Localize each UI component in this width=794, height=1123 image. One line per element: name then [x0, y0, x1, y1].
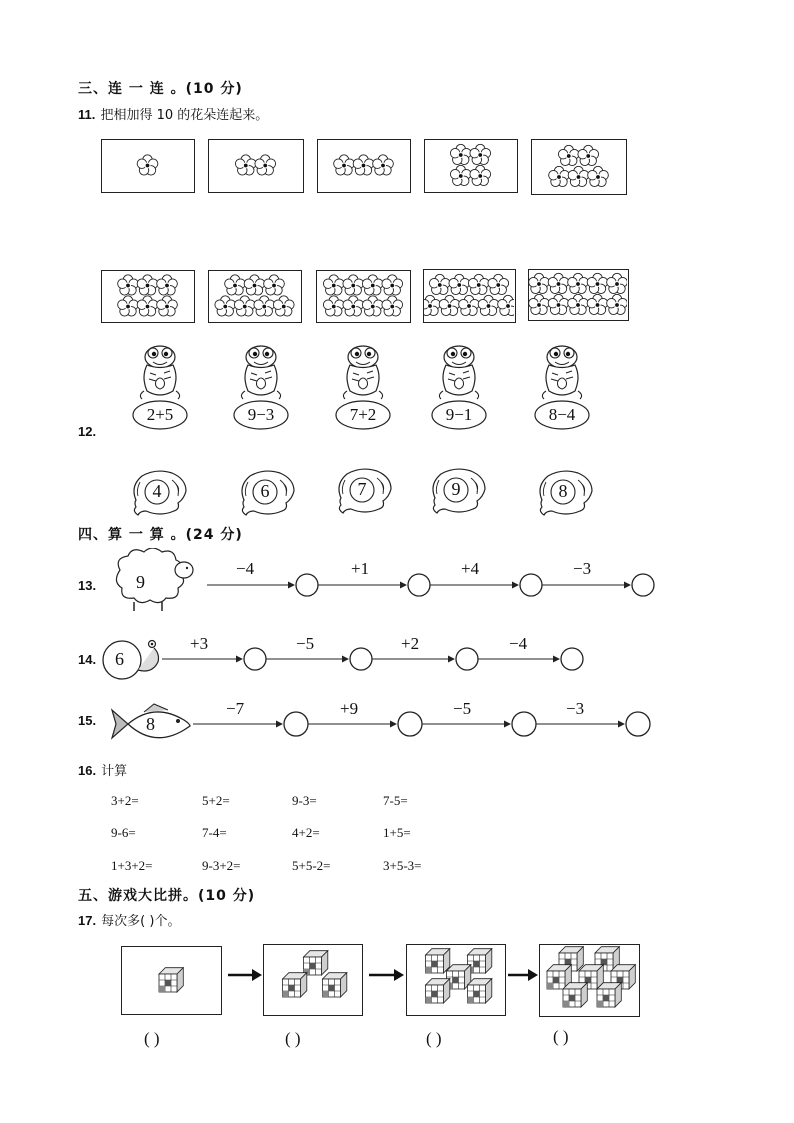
arrow-icon: [193, 721, 283, 728]
op-label: −3: [573, 559, 592, 578]
calc-chain-15: [0, 699, 794, 749]
frog-expression: 7+2: [349, 405, 377, 424]
flower-icon: [578, 145, 599, 165]
lily-leaf-2[interactable]: [236, 470, 298, 516]
op-label: +1: [351, 559, 370, 578]
answer-circle[interactable]: [244, 648, 266, 670]
flower-icon: [468, 274, 489, 294]
question-text: 每次多( )个。: [101, 914, 181, 929]
calc-chain-13: [0, 560, 794, 610]
answer-circle[interactable]: [296, 574, 318, 596]
frog-expression: 9−3: [247, 405, 275, 424]
answer-blank[interactable]: ( ): [426, 1029, 442, 1048]
flower-icon-group: [209, 140, 302, 191]
flower-icon: [429, 274, 450, 294]
arrow-icon: [207, 582, 295, 589]
flower-icon: [568, 273, 589, 293]
op-label: +9: [340, 699, 359, 718]
lily-leaf-3[interactable]: [333, 468, 395, 514]
flower-icon: [587, 294, 608, 314]
leaf-number: 8: [558, 481, 568, 501]
op-label: −3: [566, 699, 585, 718]
answer-blank[interactable]: ( ): [144, 1029, 160, 1048]
flower-box-6[interactable]: [101, 270, 195, 323]
frog-3[interactable]: [333, 343, 393, 433]
frog-expression: 2+5: [146, 405, 174, 424]
question-14-number: 14.: [78, 652, 97, 667]
frog-2[interactable]: [231, 343, 291, 433]
flower-icon: [137, 155, 158, 175]
start-number: 9: [136, 572, 145, 592]
flower-icon-group: [102, 271, 193, 321]
arrow-icon: [266, 656, 349, 663]
flower-icon: [137, 275, 158, 295]
question-text: 把相加得 10 的花朵连起来。: [100, 108, 269, 123]
flower-icon: [568, 294, 589, 314]
flower-icon: [558, 145, 579, 165]
flower-icon: [334, 155, 355, 175]
sequence-arrows: [0, 960, 794, 990]
arrow-icon: [430, 582, 519, 589]
flower-icon: [137, 296, 158, 316]
answer-circle[interactable]: [408, 574, 430, 596]
frog-4[interactable]: [429, 343, 489, 433]
flower-icon: [353, 155, 374, 175]
question-13-number: 13.: [78, 578, 97, 593]
calc-chain-14: [0, 634, 794, 684]
flower-icon: [362, 296, 383, 316]
op-label: +3: [190, 634, 209, 653]
flower-icon-group: [425, 140, 516, 191]
leaf-number: 7: [357, 479, 367, 499]
answer-circle[interactable]: [561, 648, 583, 670]
answer-blank[interactable]: ( ): [285, 1029, 301, 1048]
calc-item[interactable]: 5+5-2=: [292, 858, 331, 873]
flower-icon: [549, 166, 570, 186]
flower-box-7[interactable]: [208, 270, 302, 323]
lily-leaf-5[interactable]: [534, 470, 596, 516]
op-label: +4: [461, 559, 480, 578]
arrow-icon: [308, 721, 397, 728]
flower-box-2[interactable]: [208, 139, 304, 193]
op-label: −7: [226, 699, 245, 718]
flower-icon: [235, 155, 256, 175]
calc-item[interactable]: 5+2=: [202, 793, 230, 808]
calc-item[interactable]: 9-3+2=: [202, 858, 241, 873]
question-number: 17.: [78, 913, 97, 928]
frog-1[interactable]: [130, 343, 190, 433]
flower-icon: [548, 273, 569, 293]
flower-icon: [470, 144, 491, 164]
question-15-number: 15.: [78, 713, 97, 728]
flower-icon: [488, 274, 509, 294]
flower-icon-group: [424, 270, 514, 321]
flower-icon: [450, 144, 471, 164]
arrow-icon: [369, 969, 404, 981]
frog-expression: 9−1: [445, 405, 473, 424]
arrow-icon: [422, 721, 511, 728]
section-3-title: 三、连 一 连 。(10 分): [78, 81, 243, 97]
answer-circle[interactable]: [456, 648, 478, 670]
answer-circle[interactable]: [350, 648, 372, 670]
flower-icon: [118, 275, 139, 295]
op-label: +2: [401, 634, 420, 653]
answer-circle[interactable]: [626, 712, 650, 736]
flower-icon-group: [102, 140, 193, 191]
flower-icon: [323, 275, 344, 295]
leaf-number: 4: [152, 481, 162, 501]
flower-icon: [498, 295, 514, 315]
op-label: −5: [296, 634, 315, 653]
question-11: [78, 104, 268, 123]
flower-box-1[interactable]: [101, 139, 195, 193]
calc-item[interactable]: 3+5-3=: [383, 858, 422, 873]
flower-icon: [225, 275, 246, 295]
arrow-icon: [372, 656, 455, 663]
flower-icon: [215, 296, 236, 316]
flower-icon: [157, 296, 178, 316]
flower-box-5[interactable]: [531, 139, 627, 195]
flower-icon: [382, 296, 403, 316]
calc-item[interactable]: 3+2=: [111, 793, 139, 808]
calc-item[interactable]: 9-3=: [292, 793, 317, 808]
calc-item[interactable]: 1+5=: [383, 825, 411, 840]
flower-icon: [255, 155, 276, 175]
flower-icon: [382, 275, 403, 295]
lily-leaf-4[interactable]: [427, 468, 489, 514]
leaf-number: 6: [260, 481, 270, 501]
flower-icon: [362, 275, 383, 295]
flower-icon-group: [317, 271, 409, 321]
flower-icon: [439, 295, 460, 315]
calc-item[interactable]: 9-6=: [111, 825, 136, 840]
arrow-icon: [542, 582, 631, 589]
flower-icon: [343, 296, 364, 316]
question-12-number: 12.: [78, 424, 97, 439]
arrow-icon: [508, 969, 538, 981]
question-17: [78, 910, 180, 929]
flower-icon: [424, 295, 440, 315]
frog-5[interactable]: [532, 343, 592, 433]
op-label: −4: [236, 559, 255, 578]
answer-circle[interactable]: [398, 712, 422, 736]
leaf-number: 9: [451, 479, 461, 499]
flower-icon: [273, 296, 294, 316]
question-text: 计算: [101, 764, 128, 779]
flower-icon: [529, 273, 549, 293]
frog-expression: 8−4: [548, 405, 576, 424]
lily-leaf-1[interactable]: [128, 470, 190, 516]
flower-icon: [449, 274, 470, 294]
arrow-icon: [536, 721, 625, 728]
flower-box-3[interactable]: [317, 139, 411, 193]
flower-box-9[interactable]: [423, 269, 516, 323]
flower-icon-group: [318, 140, 409, 191]
flower-icon: [118, 296, 139, 316]
question-number: 11.: [78, 107, 96, 122]
calc-item[interactable]: 4+2=: [292, 825, 320, 840]
arrow-icon: [162, 656, 243, 663]
flower-icon: [568, 166, 589, 186]
flower-icon: [234, 296, 255, 316]
flower-icon: [470, 165, 491, 185]
flower-icon: [529, 294, 549, 314]
answer-blank[interactable]: ( ): [553, 1027, 569, 1046]
arrow-icon: [478, 656, 560, 663]
flower-icon-group: [209, 271, 300, 321]
flower-icon: [373, 155, 394, 175]
section-4-title: 四、算 一 算 。(24 分): [78, 527, 243, 543]
arrow-icon: [228, 969, 262, 981]
answer-circle[interactable]: [520, 574, 542, 596]
start-number: 8: [146, 714, 155, 734]
flower-icon: [588, 166, 609, 186]
calc-item[interactable]: 7-5=: [383, 793, 408, 808]
flower-icon: [548, 294, 569, 314]
op-label: −5: [453, 699, 472, 718]
start-number: 6: [115, 649, 124, 669]
section-5-title: 五、游戏大比拼。(10 分): [78, 888, 256, 904]
flower-icon: [607, 273, 627, 293]
flower-icon-group: [529, 270, 627, 319]
flower-box-10[interactable]: [528, 269, 629, 321]
flower-icon: [343, 275, 364, 295]
answer-circle[interactable]: [284, 712, 308, 736]
question-number: 16.: [78, 763, 97, 778]
flower-icon: [478, 295, 499, 315]
flower-icon: [607, 294, 627, 314]
flower-icon: [264, 275, 285, 295]
flower-icon: [459, 295, 480, 315]
flower-box-8[interactable]: [316, 270, 411, 323]
question-16: [78, 760, 127, 779]
op-label: −4: [509, 634, 528, 653]
flower-icon: [587, 273, 608, 293]
flower-icon: [244, 275, 265, 295]
flower-icon: [450, 165, 471, 185]
flower-icon: [157, 275, 178, 295]
flower-icon-group: [532, 140, 625, 193]
flower-box-4[interactable]: [424, 139, 518, 193]
arrow-icon: [318, 582, 407, 589]
calc-item[interactable]: 7-4=: [202, 825, 227, 840]
flower-icon: [323, 296, 344, 316]
flower-icon: [254, 296, 275, 316]
answer-circle[interactable]: [512, 712, 536, 736]
calc-item[interactable]: 1+3+2=: [111, 858, 153, 873]
answer-circle[interactable]: [632, 574, 654, 596]
